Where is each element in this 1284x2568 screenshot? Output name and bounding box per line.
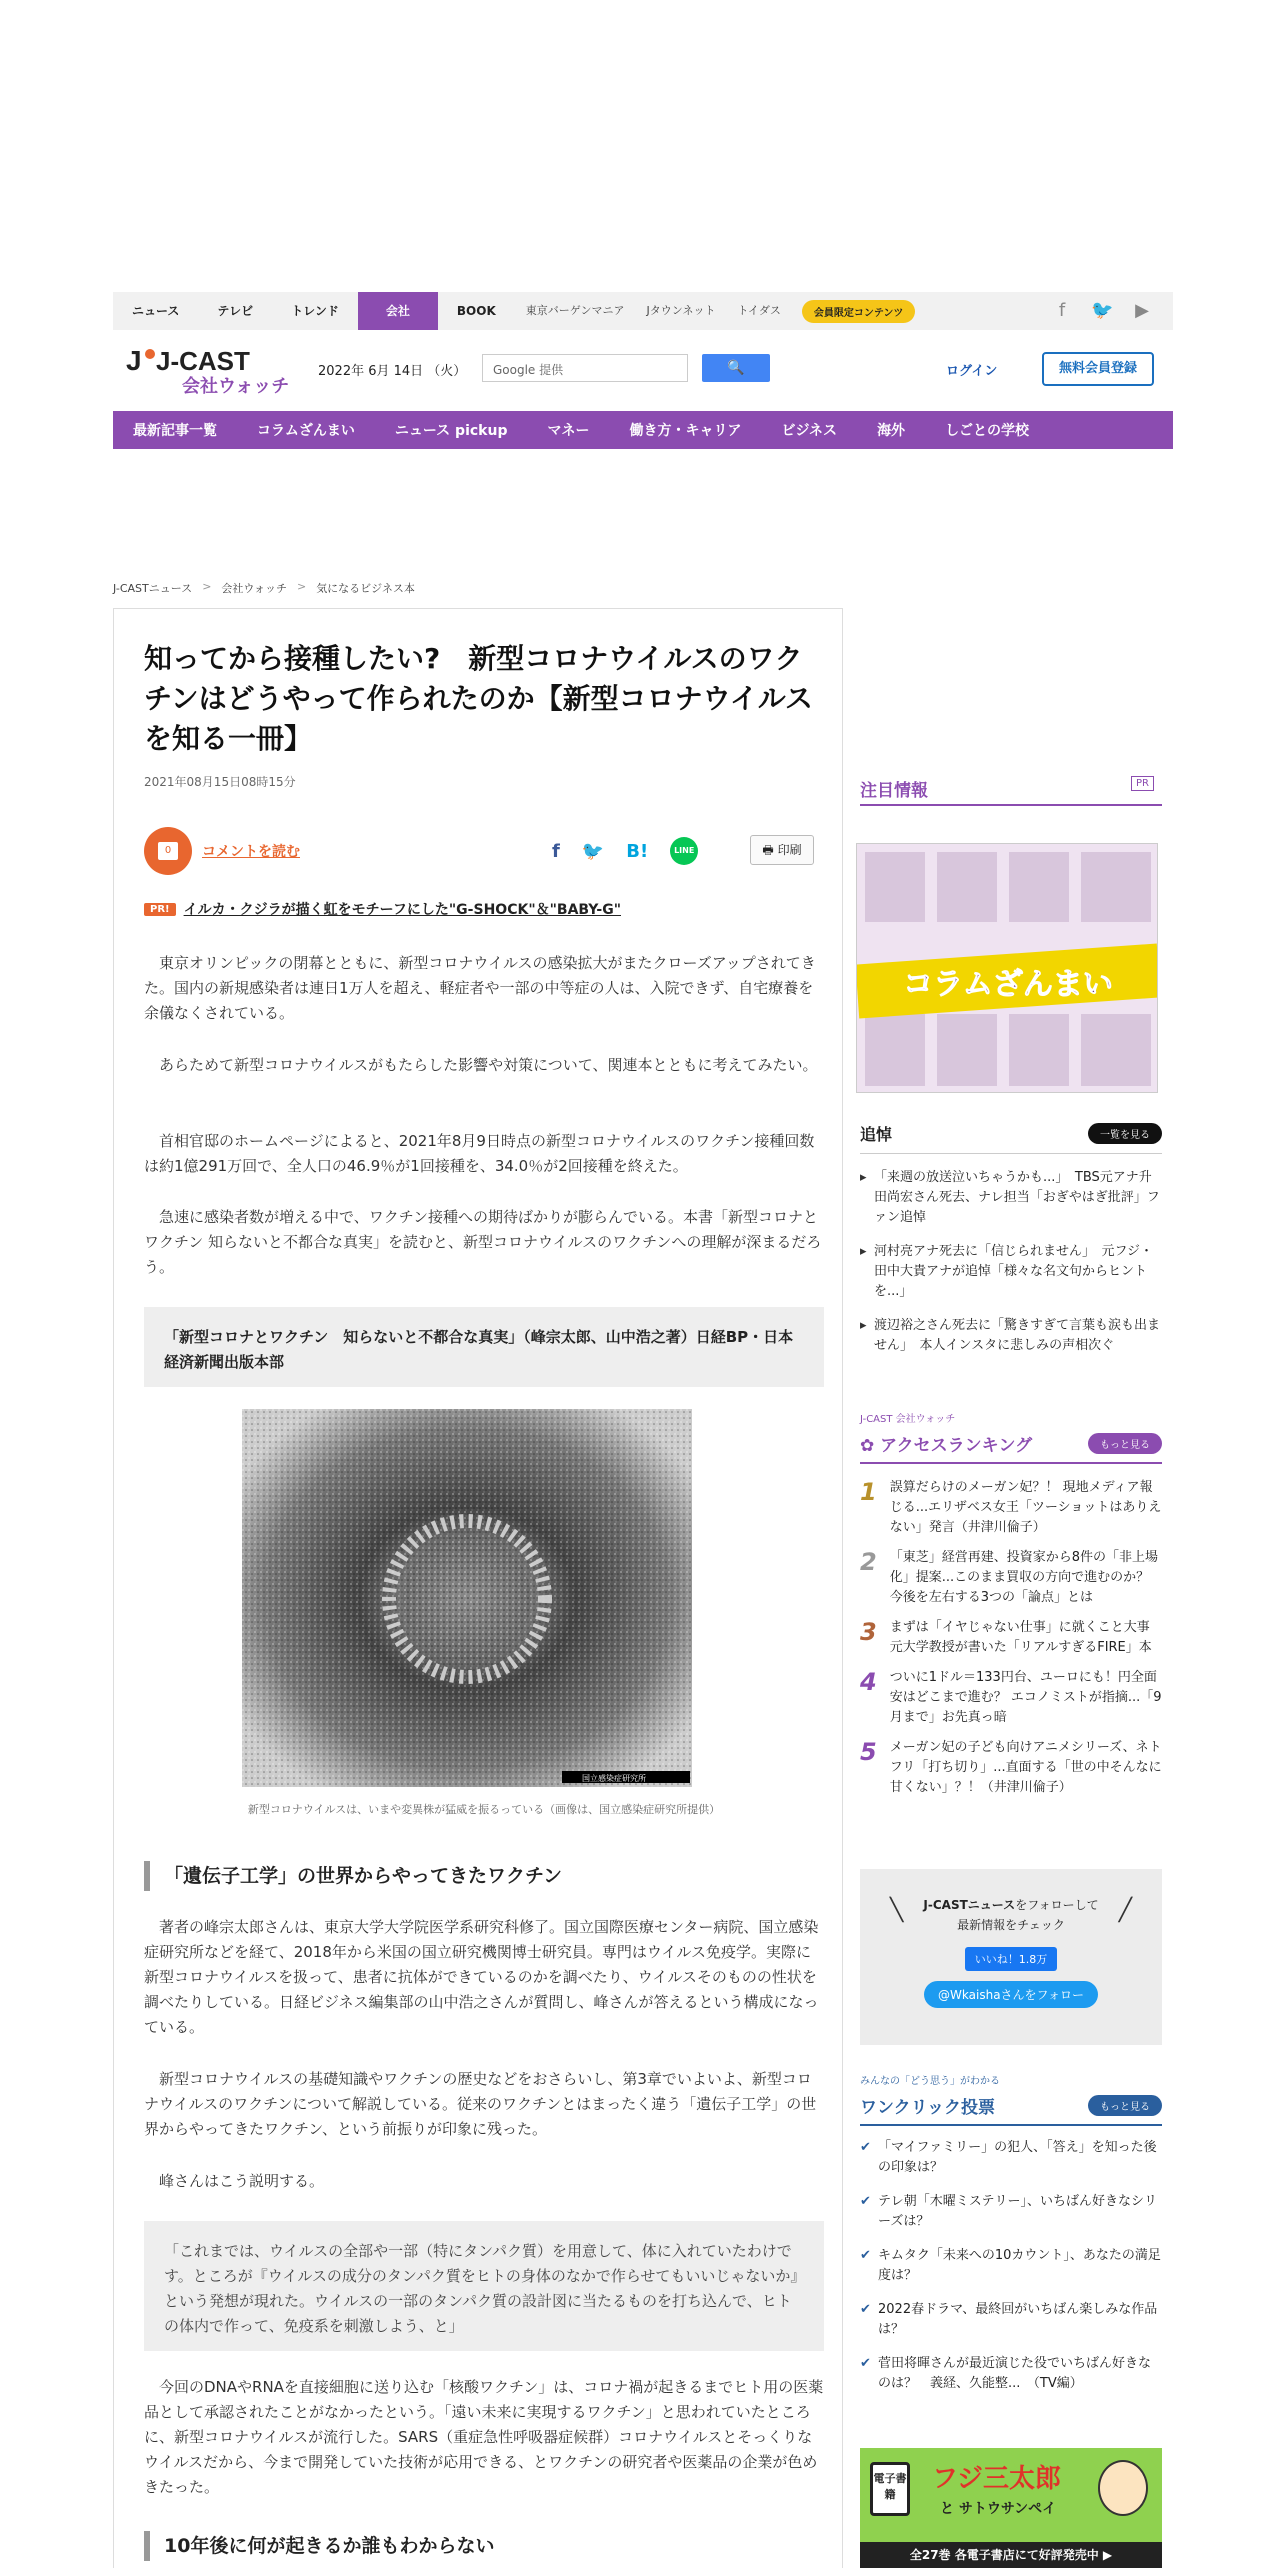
printer-icon: 🖶 — [762, 843, 778, 857]
main-nav-business[interactable]: ビジネス — [781, 423, 838, 439]
follow-text-brand: J-CASTニュース — [923, 1898, 1016, 1912]
current-date: 2022年 6月 14日 （火） — [318, 364, 467, 379]
ranking-item[interactable] — [860, 1548, 1162, 1608]
top-nav-company[interactable]: 会社 — [358, 292, 438, 330]
breadcrumb — [113, 580, 415, 596]
promo-text: コラムざんまい — [903, 967, 1113, 1002]
article-paragraph: 急速に感染者数が増える中で、ワクチン接種への期待ばかりが膨らんでいる。本書「新型コロナとワクチン 知らないと不都合な真実」を読むと、新型コロナウイルスのワクチンへの理解が深まるだろう。 — [144, 1208, 822, 1276]
top-nav-toidas[interactable]: トイダス — [737, 304, 781, 317]
twitter-icon[interactable]: 🐦 — [1091, 300, 1114, 321]
section-heading: 10年後に何が起きるか誰もわからない — [144, 2531, 824, 2561]
photo-watermark: 国立感染症研究所 — [582, 1774, 646, 1783]
rank-number: 2 — [860, 1548, 877, 1576]
main-nav-career[interactable]: 働き方・キャリア — [629, 423, 742, 439]
featured-header — [860, 776, 1162, 806]
vote-kicker: みんなの「どう思う」がわかる — [860, 2076, 1000, 2087]
breadcrumb-item[interactable]: 会社ウォッチ — [221, 582, 287, 595]
banner-title: フジ三太郎 — [932, 2464, 1061, 2494]
follow-text-sub: 最新情報をチェック — [957, 1918, 1065, 1932]
ranking-section — [860, 1410, 1162, 1798]
line-share-icon[interactable]: LINE — [670, 837, 698, 865]
rank-number: 5 — [860, 1738, 877, 1766]
social-links — [1051, 301, 1153, 321]
obituary-title: 追悼 — [860, 1125, 893, 1144]
cartoon-face-icon — [1098, 2460, 1148, 2516]
comment-icon — [144, 827, 192, 875]
rank-number: 3 — [860, 1618, 877, 1646]
vote-more-button[interactable]: もっと見る — [1088, 2095, 1162, 2116]
rank-text: まずは「イヤじゃない仕事」に就くこと大事 元大学教授が書いた「リアルすぎるFIRE」本 — [889, 1620, 1152, 1655]
twitter-follow-button[interactable]: @Wkaishaさんをフォロー — [924, 1981, 1098, 2008]
vote-item[interactable]: ✔ 「マイファミリー」の犯人、「答え」を知った後の印象は？ — [860, 2138, 1162, 2178]
follow-text: をフォローして — [1015, 1898, 1099, 1912]
twitter-share-icon[interactable]: 🐦 — [581, 840, 605, 862]
register-button[interactable]: 無料会員登録 — [1042, 352, 1154, 386]
member-content-button[interactable]: 会員限定コンテンツ — [802, 300, 916, 323]
obituary-section — [860, 1122, 1162, 1356]
section-heading: 「遺伝子工学」の世界からやってきたワクチン — [144, 1861, 824, 1891]
article-paragraph: 今回のDNAやRNAを直接細胞に送り込む「核酸ワクチン」は、コロナ禍が起きるまでヒト用の医薬品として承認されたことがなかったという。「遠い未来に実現するワクチン」と思われていたところに、新型コロナウイルスが流行した。SARS（重症急性呼吸器症候群）コロナウイルスとそっくりなウイルスだから、今まで開発していた技術が応用できる、とワクチンの研究者や医薬品の企業が色めきたった。 — [144, 2378, 824, 2496]
main-nav — [113, 411, 1173, 449]
rank-text: ついに1ドル＝133円台、ユーロにも！円全面安はどこまで進む？ エコノミストが指摘...「9月まで」お先真っ暗 — [889, 1670, 1162, 1725]
search-input[interactable]: Google 提供 — [482, 354, 688, 382]
article-paragraph: 首相官邸のホームページによると、2021年8月9日時点の新型コロナウイルスのワクチン接種回数は約1億291万回で、全人口の46.9％が1回接種を、34.0％が2回接種を終えた。 — [144, 1132, 815, 1175]
comment-link[interactable] — [144, 827, 300, 875]
pr-badge: PR! — [144, 903, 176, 916]
book-ad-banner[interactable] — [860, 2448, 1162, 2568]
main-nav-pickup[interactable]: ニュース pickup — [394, 423, 508, 439]
top-nav-trend[interactable]: トレンド — [291, 304, 339, 318]
article-date: 2021年08月15日08時15分 — [144, 775, 296, 789]
rank-text: メーガン妃の子ども向けアニメシリーズ、ネトフリ「打ち切り」...直面する「世の中そんなに甘くない」？！（井津川倫子） — [889, 1740, 1162, 1795]
follow-slash-right: ╱ — [1118, 1898, 1132, 1923]
logo-jcast: J-CAST — [156, 346, 250, 376]
top-nav-jtown[interactable]: Jタウンネット — [646, 304, 716, 317]
breadcrumb-separator: > — [296, 580, 307, 593]
vote-item[interactable]: ✔ キムタク「未来への10カウント」、あなたの満足度は？ — [860, 2246, 1162, 2286]
follow-box — [860, 1869, 1162, 2045]
breadcrumb-item[interactable]: 気になるビジネス本 — [316, 582, 415, 595]
search-button[interactable] — [702, 354, 770, 382]
top-nav-bargain[interactable]: 東京バーゲンマニア — [525, 304, 625, 317]
facebook-share-icon[interactable]: f — [552, 840, 560, 862]
ebook-icon: 電子書籍 — [870, 2462, 910, 2516]
featured-title: 注目情報 — [860, 781, 928, 801]
top-nav — [113, 292, 1173, 330]
banner-footer: 全27巻 各電子書店にて好評発売中 ▶ — [860, 2542, 1162, 2568]
main-nav-latest[interactable]: 最新記事一覧 — [133, 423, 217, 439]
article-title: 知ってから接種したい? 新型コロナウイルスのワクチンはどうやって作られたのか【新型コロナウイルスを知る一冊】 — [144, 642, 813, 755]
print-label: 印刷 — [777, 843, 802, 857]
login-link[interactable]: ログイン — [946, 364, 998, 379]
pr-tag: PR — [1131, 776, 1154, 791]
rank-text: 「東芝」経営再建、投資家から8件の「非上場化」提案...このまま買収の方向で進むのか？ 今後を左右する3つの「論点」とは — [889, 1550, 1159, 1605]
breadcrumb-item[interactable]: J-CASTニュース — [113, 582, 193, 595]
column-promo-banner[interactable] — [856, 843, 1158, 1093]
share-buttons — [552, 837, 698, 865]
search-icon: 🔍 — [727, 360, 745, 376]
site-logo[interactable] — [126, 344, 298, 396]
ranking-item[interactable] — [860, 1618, 1162, 1658]
follow-slash-left: ╲ — [890, 1898, 904, 1923]
vote-item[interactable]: ✔ 2022春ドラマ、最終回がいちばん楽しみな作品は？ — [860, 2300, 1162, 2340]
vote-section — [860, 2072, 1162, 2394]
ranking-kicker: J-CAST 会社ウォッチ — [860, 1414, 956, 1425]
vote-title: ワンクリック投票 — [860, 2098, 995, 2118]
rank-text: 誤算だらけのメーガン妃？！ 現地メディア報じる...エリザベス女王「ツーショットはありえない」発言（井津川倫子） — [889, 1480, 1162, 1535]
article-paragraph: 新型コロナウイルスの基礎知識やワクチンの歴史などをおさらいし、第3章でいよいよ、新型コロナウイルスのワクチンについて解説している。従来のワクチンとはまったく違う「遺伝子工学」の世界からやってきたワクチン、という前振りが印象に残った。 — [144, 2070, 817, 2138]
article-paragraph: 東京オリンピックの閉幕とともに、新型コロナウイルスの感染拡大がまたクローズアップされてきた。国内の新規感染者は連日1万人を超え、軽症者や一部の中等症の人は、入院できず、自宅療養を余儀なくされている。 — [144, 954, 816, 1022]
ranking-icon: ✿ — [860, 1436, 881, 1456]
main-nav-column[interactable]: コラムざんまい — [257, 423, 355, 439]
rank-number: 1 — [860, 1478, 877, 1506]
main-nav-overseas[interactable]: 海外 — [877, 423, 906, 439]
top-nav-tv[interactable]: テレビ — [217, 304, 254, 318]
article-paragraph: 著者の峰宗太郎さんは、東京大学大学院医学系研究科修了。国立国際医療センター病院、国立感染症研究所などを経て、2018年から米国の国立研究機関博士研究員。専門はウイルス免疫学。実際に新型コロナウイルスを扱って、患者に抗体ができているのかを調べたり、ウイルスそのものの性状を調べたりしている。日経ビジネス編集部の山中浩之さんが質問し、峰さんが答えるという構成になっている。 — [144, 1918, 819, 2036]
pr-link[interactable] — [144, 899, 621, 919]
ranking-item[interactable] — [860, 1738, 1162, 1798]
article — [113, 608, 843, 2568]
top-nav-book[interactable]: BOOK — [456, 304, 496, 318]
hatena-share-icon[interactable]: B! — [626, 840, 649, 862]
breadcrumb-separator: > — [202, 580, 212, 593]
main-nav-school[interactable]: しごとの学校 — [945, 423, 1030, 439]
book-info-box: 「新型コロナとワクチン 知らないと不都合な真実」（峰宗太郎、山中浩之著）日経BP・日本経済新聞出版本部 — [144, 1307, 824, 1387]
comment-label: コメントを読む — [202, 844, 300, 860]
virus-photo — [242, 1409, 692, 1787]
article-paragraph: あらためて新型コロナウイルスがもたらした影響や対策について、関連本とともに考えてみたい。 — [144, 1056, 818, 1074]
quote-box: 「これまでは、ウイルスの全部や一部（特にタンパク質）を用意して、体に入れていたわけです。ところが『ウイルスの成分のタンパク質をヒトの身体のなかで作らせてもいいじゃないか』という発想が現れた。ウイルスの一部のタンパク質の設計図に当たるものを打ち込んで、ヒトの体内で作って、免疫系を刺激しよう、と」 — [144, 2221, 824, 2351]
svg-text:J: J — [126, 345, 142, 376]
ranking-title-text: アクセスランキング — [880, 1436, 1033, 1456]
ranking-more-button[interactable]: もっと見る — [1088, 1433, 1162, 1454]
facebook-like-button[interactable]: いいね！1.8万 — [965, 1947, 1058, 1971]
obituary-item[interactable]: ▸ 「来週の放送泣いちゃうかも...」 TBS元アナ升田尚宏さん死去、ナレ担当「おぎやはぎ批評」ファン追悼 — [860, 1168, 1162, 1228]
photo-caption: 新型コロナウイルスは、いまや変異株が猛威を振るっている（画像は、国立感染症研究所提供） — [247, 1803, 721, 1816]
obituary-item[interactable]: ▸ 河村亮アナ死去に「信じられません」 元フジ・田中大貴アナが追悼「様々な名文句からヒントを...」 — [860, 1242, 1162, 1302]
logo-subtitle: 会社ウォッチ — [182, 376, 290, 396]
ranking-title — [860, 1431, 1032, 1456]
ranking-item[interactable] — [860, 1478, 1162, 1538]
banner-subtitle: と サトウサンペイ — [940, 2501, 1057, 2517]
rank-number: 4 — [860, 1668, 877, 1696]
print-button[interactable] — [750, 835, 814, 865]
facebook-icon[interactable]: f — [1058, 300, 1066, 321]
youtube-icon[interactable]: ▶ — [1135, 300, 1149, 321]
pr-text: イルカ・クジラが描く虹をモチーフにした"G-SHOCK"＆"BABY-G" — [183, 902, 621, 918]
comment-count: 0 — [158, 842, 178, 860]
vote-item[interactable]: ✔ テレ朝「木曜ミステリー」、いちばん好きなシリーズは？ — [860, 2192, 1162, 2232]
obituary-more-button[interactable]: 一覧を見る — [1088, 1123, 1162, 1144]
obituary-item[interactable]: ▸ 渡辺裕之さん死去に「驚きすぎて言葉も涙も出ません」 本人インスタに悲しみの声相次ぐ — [860, 1316, 1162, 1356]
main-nav-money[interactable]: マネー — [547, 423, 590, 439]
ranking-item[interactable] — [860, 1668, 1162, 1728]
vote-item[interactable]: ✔ 菅田将暉さんが最近演じた役でいちばん好きなのは？ 義経、久能整... （TV編） — [860, 2354, 1162, 2394]
top-nav-news[interactable]: ニュース — [132, 304, 180, 318]
article-paragraph: 峰さんはこう説明する。 — [144, 2172, 325, 2190]
